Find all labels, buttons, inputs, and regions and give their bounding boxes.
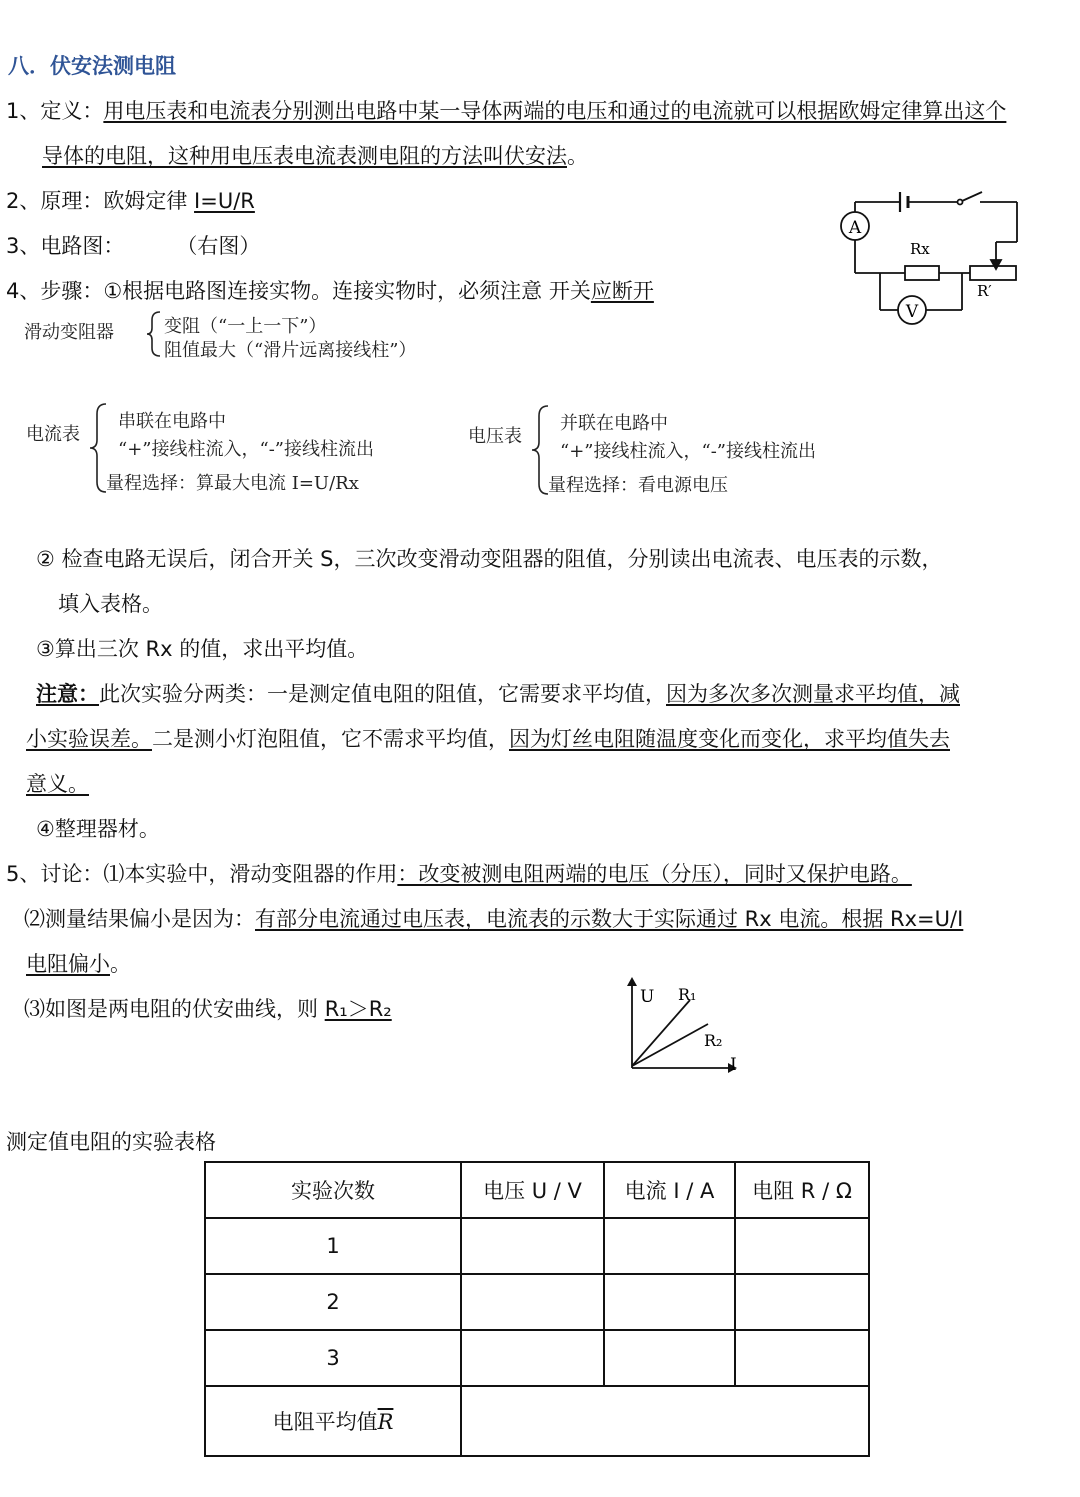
note-text-2b: 二是测小灯泡阻值，它不需求平均值，	[152, 727, 509, 751]
step2-line1: ② 检查电路无误后，闭合开关 S，三次改变滑动变阻器的阻值，分别读出电流表、电压表的示数，	[36, 547, 943, 571]
ammeter-label: A	[848, 218, 862, 238]
u-axis-arrow	[627, 977, 637, 986]
discussion-label: 5、讨论：⑴本实验中，滑动变阻器的作用	[6, 862, 398, 886]
circuit-label: 3、电路图：	[6, 234, 125, 258]
note-text-1a: 此次实验分两类：一是测定值电阻的阻值，它需要求平均值，	[99, 682, 666, 706]
rx-resistor	[905, 266, 939, 280]
voltmeter-rules-label: 电压表	[468, 426, 522, 447]
switch-blade	[962, 192, 982, 201]
voltage-cell	[461, 1218, 604, 1274]
discussion-answer-3: R₁＞R₂	[324, 997, 392, 1021]
discussion-line2	[24, 903, 963, 933]
step4: ④整理器材。	[36, 817, 160, 841]
header-resistance: 电阻 R / Ω	[735, 1162, 869, 1218]
voltmeter-label: V	[905, 302, 919, 322]
circuit-note: （右图）	[176, 234, 261, 258]
switch-answer: 应断开	[590, 279, 654, 303]
rheostat	[970, 266, 1016, 280]
definition-line2	[42, 140, 588, 170]
voltage-cell	[461, 1274, 604, 1330]
step3: ③算出三次 Rx 的值，求出平均值。	[36, 637, 369, 661]
header-voltage: 电压 U / V	[461, 1162, 604, 1218]
circuit-diagram	[830, 180, 1030, 330]
rheostat-rule-1: 变阻（“一上一下”）	[164, 316, 327, 337]
r2-label: R₂	[704, 1031, 723, 1050]
table-row	[205, 1274, 869, 1330]
definition-text-2: 导体的电阻，这种用电压表电流表测电阻的方法叫伏安法	[42, 144, 567, 168]
rprime-label: R′	[977, 282, 992, 300]
current-cell	[604, 1274, 735, 1330]
ammeter-rule-3: 量程选择：算最大电流 I=U/Rx	[106, 473, 359, 494]
experiment-table	[204, 1161, 870, 1457]
discussion-answer-2a: 有部分电流通过电压表，电流表的示数大于实际通过 Rx 电流。根据 Rx=U/I	[255, 907, 964, 931]
slider-arrow	[991, 260, 1001, 269]
step2-line2: 填入表格。	[58, 592, 163, 616]
u-axis-label: U	[640, 987, 655, 1007]
definition-line1	[6, 95, 1006, 125]
period: 。	[567, 144, 588, 168]
table-header-row	[205, 1162, 869, 1218]
resistance-cell	[735, 1330, 869, 1386]
definition-label: 1、定义：	[6, 99, 104, 123]
trial-number: 2	[205, 1274, 461, 1330]
steps-line	[6, 275, 654, 305]
r1-line	[632, 1000, 690, 1066]
ui-graph	[618, 972, 748, 1082]
definition-text: 用电压表和电流表分别测出电路中某一导体两端的电压和通过的电流就可以根据欧姆定律算出这个	[103, 99, 1007, 123]
circuit-line	[6, 230, 260, 260]
discussion-line4	[24, 993, 392, 1023]
average-label: 电阻平均值	[272, 1410, 378, 1434]
rheostat-label: 滑动变阻器	[24, 322, 114, 343]
note-text-1b: 因为多次多次测量求平均值，减	[666, 682, 960, 706]
note-line2	[26, 723, 950, 753]
table-caption: 测定值电阻的实验表格	[6, 1130, 216, 1154]
trial-number: 1	[205, 1218, 461, 1274]
trial-number: 3	[205, 1330, 461, 1386]
note-line1	[36, 678, 960, 708]
current-cell	[604, 1218, 735, 1274]
table-row	[205, 1330, 869, 1386]
rheostat-rule-2: 阻值最大（“滑片远离接线柱”）	[164, 340, 417, 361]
principle-label: 2、原理：欧姆定律	[6, 189, 195, 213]
r1-label: R₁	[678, 985, 697, 1004]
ammeter-brace	[88, 402, 108, 494]
principle-line	[6, 185, 255, 215]
ammeter-rules-label: 电流表	[26, 424, 80, 445]
header-trial: 实验次数	[205, 1162, 461, 1218]
note-label: 注意：	[36, 682, 99, 706]
discussion-line3	[26, 948, 131, 978]
i-axis-label: I	[730, 1055, 737, 1075]
note-text-2c: 因为灯丝电阻随温度变化而变化，求平均值失去	[509, 727, 950, 751]
rx-label: Rx	[910, 240, 930, 258]
discussion-line1	[6, 858, 912, 888]
average-symbol: $\overline{R}$	[377, 1410, 394, 1434]
resistance-cell	[735, 1274, 869, 1330]
discussion-answer-1: ：改变被测电阻两端的电压（分压），同时又保护电路。	[397, 862, 912, 886]
note-text-2a: 小实验误差。	[26, 727, 152, 751]
discussion-answer-2b: 电阻偏小	[26, 952, 110, 976]
discussion-q2-label: ⑵测量结果偏小是因为：	[24, 907, 255, 931]
ohm-formula: I=U/R	[194, 189, 255, 213]
voltmeter-rule-3: 量程选择：看电源电压	[548, 475, 728, 496]
average-label-cell	[205, 1386, 461, 1456]
period: 。	[110, 952, 131, 976]
average-value-cell	[461, 1386, 869, 1456]
header-current: 电流 I / A	[604, 1162, 735, 1218]
table-average-row	[205, 1386, 869, 1456]
steps-label: 4、步骤：①根据电路图连接实物。连接实物时，必须注意 开关	[6, 279, 591, 303]
voltage-cell	[461, 1330, 604, 1386]
note-line3: 意义。	[26, 772, 89, 796]
voltmeter-rule-1: 并联在电路中	[560, 413, 668, 434]
discussion-q3-label: ⑶如图是两电阻的伏安曲线，则	[24, 997, 325, 1021]
table-row	[205, 1218, 869, 1274]
section-title: 八．伏安法测电阻	[8, 54, 176, 78]
voltmeter-brace	[530, 404, 550, 496]
rheostat-brace	[146, 310, 162, 358]
resistance-cell	[735, 1218, 869, 1274]
voltmeter-rule-2: “+”接线柱流入，“-”接线柱流出	[560, 441, 816, 462]
r2-line	[632, 1024, 708, 1066]
ammeter-rule-2: “+”接线柱流入，“-”接线柱流出	[118, 439, 374, 460]
current-cell	[604, 1330, 735, 1386]
ammeter-rule-1: 串联在电路中	[118, 411, 226, 432]
